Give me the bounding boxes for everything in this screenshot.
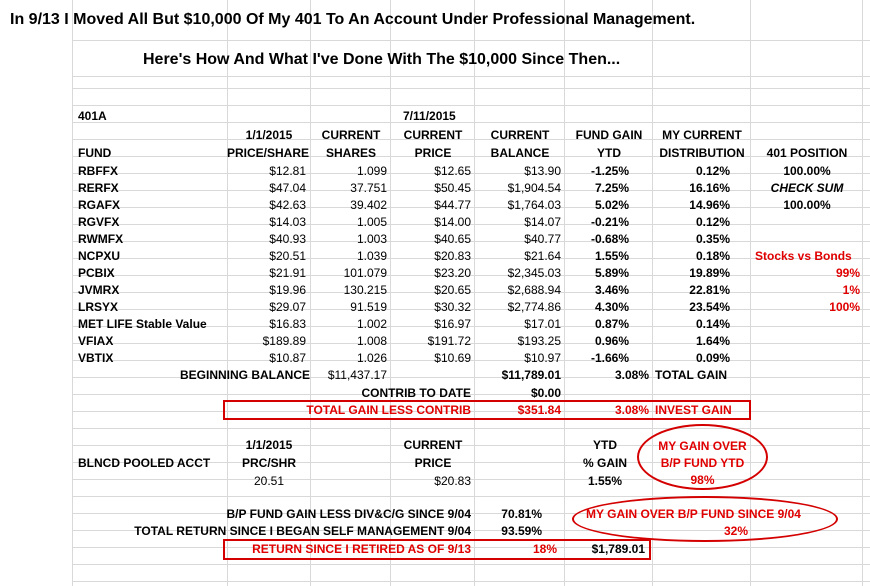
col-header-gain-2: YTD [597, 146, 621, 160]
fund-gain-ytd: -0.68% [590, 232, 629, 246]
fund-distribution: 0.18% [695, 249, 730, 263]
total-gain-pct: 3.08% [614, 368, 649, 382]
fund-gain-ytd: 5.02% [594, 198, 629, 212]
pooled-prc-value: 20.51 [253, 474, 285, 488]
retired-return-pct: 18% [532, 542, 557, 556]
fund-balance: $2,345.03 [507, 266, 561, 280]
fund-current-price: $30.32 [434, 300, 471, 314]
fund-price-start: $10.87 [269, 351, 306, 365]
fund-balance: $1,764.03 [507, 198, 561, 212]
fund-price-start: $47.04 [269, 181, 306, 195]
fund-balance: $40.77 [524, 232, 561, 246]
col-header-price-share: PRICE/SHARE [226, 146, 309, 160]
page-title: In 9/13 I Moved All But $10,000 Of My 401 To An Account Under Professional Management. [10, 11, 696, 28]
total-gain-label: TOTAL GAIN [655, 368, 727, 382]
pooled-gain-value: 1.55% [587, 474, 623, 488]
fund-distribution: 19.89% [689, 266, 730, 280]
fund-current-price: $20.65 [434, 283, 471, 297]
col-header-position: 401 POSITION [766, 146, 848, 160]
col-header-shares-1: CURRENT [321, 128, 381, 142]
fund-balance: $14.07 [524, 215, 561, 229]
fund-current-price: $12.65 [434, 164, 471, 178]
fund-name: RGAFX [78, 198, 120, 212]
retired-return-label: RETURN SINCE I RETIRED AS OF 9/13 [252, 542, 471, 556]
fund-name: VBTIX [78, 351, 114, 365]
fund-shares: 1.008 [356, 334, 387, 348]
fund-balance: $2,774.86 [507, 300, 561, 314]
fund-name: VFIAX [78, 334, 114, 348]
pooled-price-header: PRICE [414, 456, 452, 470]
gain-over-ytd-value: 98% [690, 473, 715, 487]
fund-name: RGVFX [78, 215, 120, 229]
fund-price-start: $40.93 [269, 232, 306, 246]
total-return-value: 93.59% [501, 524, 542, 538]
fund-current-price: $40.65 [434, 232, 471, 246]
fund-current-price: $191.72 [427, 334, 471, 348]
col-header-balance-1: CURRENT [490, 128, 550, 142]
fund-current-price: $23.20 [434, 266, 471, 280]
col-header-dist-1: MY CURRENT [662, 128, 742, 142]
col-header-cur-price-1: CURRENT [403, 128, 463, 142]
bonds-pct: 1% [842, 283, 860, 297]
bp-gain-label: B/P FUND GAIN LESS DIV&C/G SINCE 9/04 [226, 507, 471, 521]
col-header-dist-2: DISTRIBUTION [659, 146, 745, 160]
fund-gain-ytd: 0.87% [594, 317, 629, 331]
current-total-balance: $11,789.01 [501, 368, 561, 382]
fund-price-start: $21.91 [269, 266, 306, 280]
fund-price-start: $19.96 [269, 283, 306, 297]
fund-gain-ytd: -0.21% [590, 215, 629, 229]
pooled-ytd-header: YTD [593, 438, 617, 452]
fund-shares: 101.079 [343, 266, 387, 280]
fund-shares: 1.099 [356, 164, 387, 178]
fund-shares: 1.003 [356, 232, 387, 246]
fund-name: RWMFX [78, 232, 124, 246]
fund-shares: 39.402 [350, 198, 387, 212]
fund-current-price: $50.45 [434, 181, 471, 195]
contrib-value: $0.00 [530, 386, 561, 400]
col-header-balance-2: BALANCE [490, 146, 550, 160]
pooled-account-label: BLNCD POOLED ACCT [78, 456, 211, 470]
fund-balance: $10.97 [524, 351, 561, 365]
invest-gain-label: INVEST GAIN [655, 403, 732, 417]
fund-balance: $2,688.94 [507, 283, 561, 297]
fund-price-start: $189.89 [262, 334, 306, 348]
fund-shares: 1.026 [356, 351, 387, 365]
col-header-fund: FUND [78, 146, 112, 160]
fund-gain-ytd: 3.46% [594, 283, 629, 297]
col-header-shares-2: SHARES [325, 146, 376, 160]
fund-name: RERFX [78, 181, 119, 195]
bp-gain-value: 70.81% [501, 507, 542, 521]
fund-balance: $21.64 [524, 249, 561, 263]
fund-distribution: 14.96% [689, 198, 730, 212]
gain-less-contrib-label: TOTAL GAIN LESS CONTRIB [306, 403, 471, 417]
fund-shares: 130.215 [343, 283, 387, 297]
fund-current-price: $20.83 [434, 249, 471, 263]
date-header: 7/11/2015 [403, 109, 456, 123]
pooled-gain-header: % GAIN [582, 456, 627, 470]
fund-shares: 1.039 [356, 249, 387, 263]
fund-distribution: 23.54% [689, 300, 730, 314]
total-pct: 100% [829, 300, 860, 314]
fund-price-start: $29.07 [269, 300, 306, 314]
stocks-pct: 99% [835, 266, 860, 280]
beginning-balance-label: BEGINNING BALANCE [179, 368, 310, 382]
fund-name: NCPXU [78, 249, 121, 263]
col-header-gain-1: FUND GAIN [575, 128, 643, 142]
fund-gain-ytd: -1.25% [590, 164, 629, 178]
col-header-price-date: 1/1/2015 [245, 128, 293, 142]
fund-name: MET LIFE Stable Value [78, 317, 207, 331]
fund-gain-ytd: 4.30% [594, 300, 629, 314]
fund-current-price: $16.97 [434, 317, 471, 331]
retired-return-value: $1,789.01 [591, 542, 645, 556]
account-label: 401A [78, 109, 107, 123]
fund-distribution: 0.09% [695, 351, 730, 365]
contrib-label: CONTRIB TO DATE [361, 386, 471, 400]
fund-shares: 1.002 [356, 317, 387, 331]
col-header-cur-price-2: PRICE [414, 146, 452, 160]
gain-less-contrib-value: $351.84 [517, 403, 561, 417]
position-total: 100.00% [783, 164, 831, 178]
stocks-vs-bonds-label: Stocks vs Bonds [755, 249, 852, 263]
gain-over-since-value: 32% [723, 524, 748, 538]
check-sum-label: CHECK SUM [770, 181, 844, 195]
fund-shares: 91.519 [350, 300, 387, 314]
fund-current-price: $10.69 [434, 351, 471, 365]
pooled-prc-header: PRC/SHR [241, 456, 296, 470]
fund-distribution: 0.12% [695, 164, 730, 178]
fund-balance: $17.01 [524, 317, 561, 331]
fund-price-start: $20.51 [269, 249, 306, 263]
fund-name: RBFFX [78, 164, 118, 178]
check-sum-value: 100.00% [783, 198, 831, 212]
total-return-label: TOTAL RETURN SINCE I BEGAN SELF MANAGEMENT 9/04 [134, 524, 471, 538]
fund-gain-ytd: 1.55% [594, 249, 629, 263]
gain-over-ytd-line1: MY GAIN OVER [658, 439, 747, 453]
fund-gain-ytd: -1.66% [590, 351, 629, 365]
fund-name: JVMRX [78, 283, 120, 297]
fund-distribution: 1.64% [695, 334, 730, 348]
beginning-balance-value: $11,437.17 [327, 368, 387, 382]
fund-distribution: 0.35% [695, 232, 730, 246]
fund-gain-ytd: 5.89% [594, 266, 629, 280]
fund-name: LRSYX [78, 300, 119, 314]
fund-distribution: 22.81% [689, 283, 730, 297]
fund-price-start: $12.81 [269, 164, 306, 178]
fund-shares: 1.005 [356, 215, 387, 229]
fund-distribution: 16.16% [689, 181, 730, 195]
fund-shares: 37.751 [350, 181, 387, 195]
fund-current-price: $44.77 [434, 198, 471, 212]
fund-balance: $1,904.54 [507, 181, 561, 195]
fund-price-start: $42.63 [269, 198, 306, 212]
fund-gain-ytd: 0.96% [594, 334, 629, 348]
fund-gain-ytd: 7.25% [594, 181, 629, 195]
gain-over-since-label: MY GAIN OVER B/P FUND SINCE 9/04 [586, 507, 801, 521]
page-subtitle: Here's How And What I've Done With The $10,000 Since Then... [143, 51, 621, 68]
pooled-date-header: 1/1/2015 [245, 438, 293, 452]
fund-name: PCBIX [78, 266, 115, 280]
fund-balance: $193.25 [517, 334, 561, 348]
fund-current-price: $14.00 [434, 215, 471, 229]
fund-distribution: 0.14% [695, 317, 730, 331]
fund-distribution: 0.12% [695, 215, 730, 229]
fund-price-start: $14.03 [269, 215, 306, 229]
fund-balance: $13.90 [524, 164, 561, 178]
gain-less-contrib-pct: 3.08% [614, 403, 649, 417]
pooled-price-value: $20.83 [434, 474, 471, 488]
gain-over-ytd-line2: B/P FUND YTD [660, 456, 745, 470]
pooled-current-header: CURRENT [403, 438, 463, 452]
fund-price-start: $16.83 [269, 317, 306, 331]
